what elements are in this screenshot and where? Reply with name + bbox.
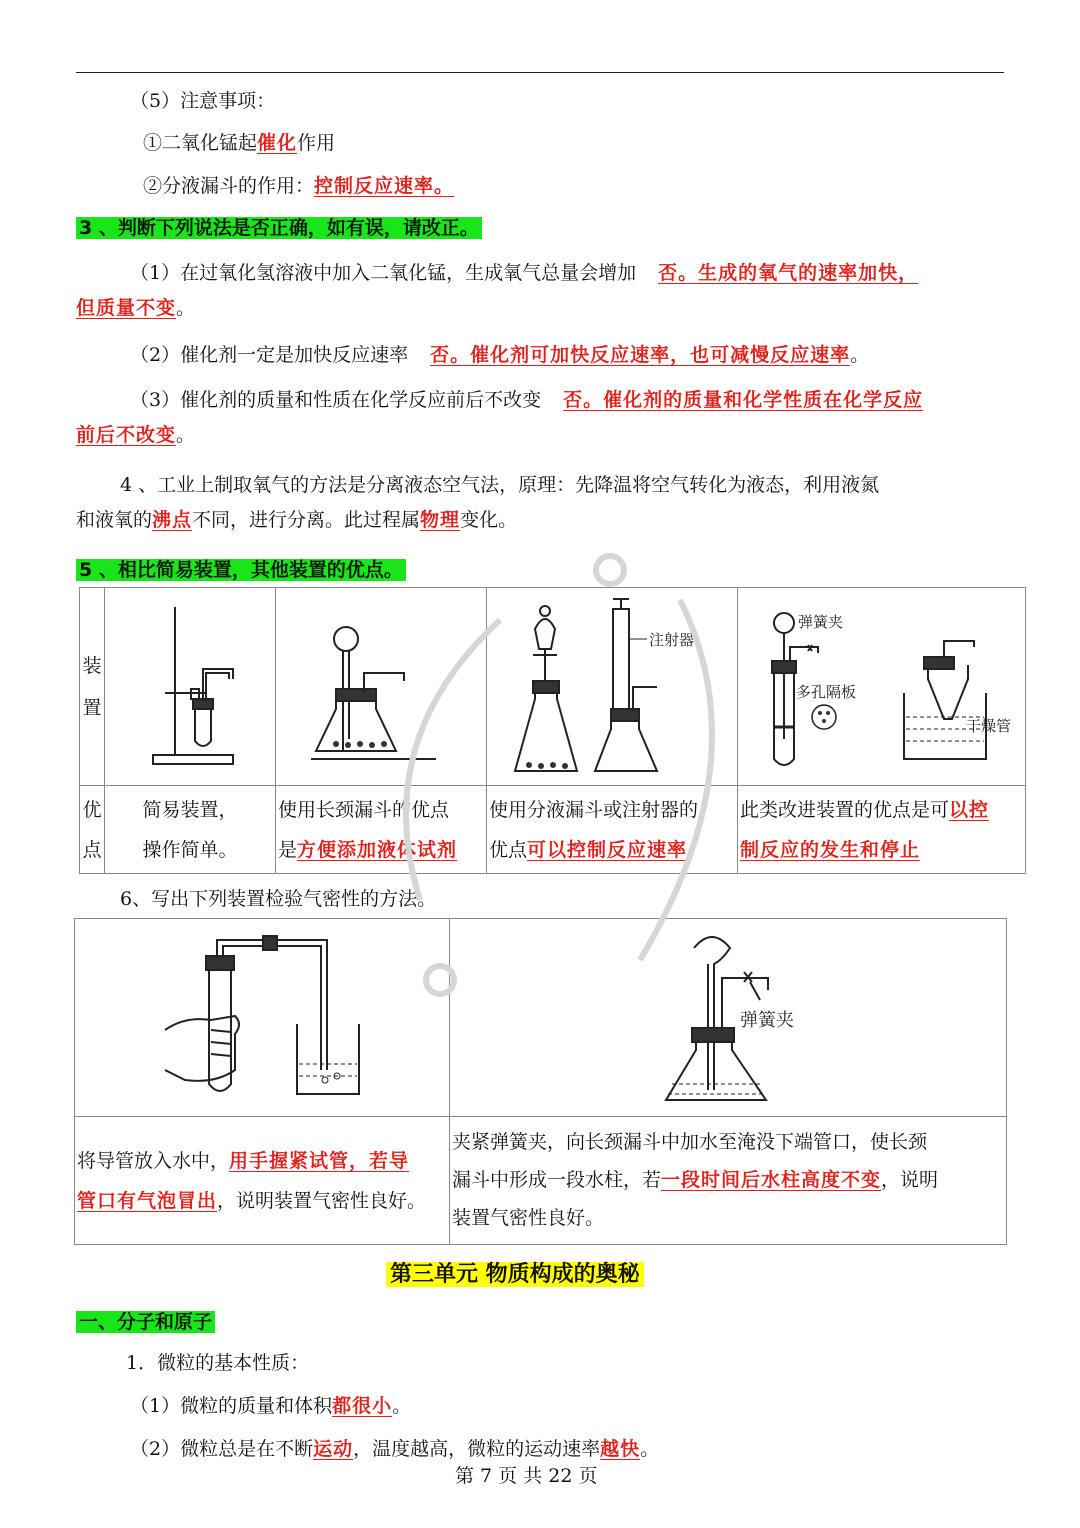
q5-adv-sep-funnel: 使用分液漏斗或注射器的 优点可以控制反应速率。 xyxy=(487,786,738,874)
q5-fig-simple xyxy=(105,588,276,786)
unit3-p3: （2）微粒总是在不断运动，温度越高，微粒的运动速率越快。 xyxy=(130,1438,660,1460)
q4-line2: 和液氧的沸点不同，进行分离。此过程属物理变化。 xyxy=(76,509,518,531)
q4-line1: 4 、工业上制取氧气的方法是分离液态空气法，原理：先降温将空气转化为液态，利用液氮 xyxy=(120,474,880,496)
q6-title: 6、写出下列装置检验气密性的方法。 xyxy=(120,888,437,910)
q5-fig-sep-funnel-syringe xyxy=(487,588,738,786)
long-neck-funnel-figure xyxy=(276,589,486,785)
q6-fig-hand xyxy=(75,919,450,1117)
sec5-line2: ②分液漏斗的作用：控制反应速率。 xyxy=(143,175,455,197)
page-footer: 第 7 页 共 22 页 xyxy=(455,1465,598,1487)
q3-item2: （2）催化剂一定是加快反应速率 否。催化剂可加快反应速率，也可减慢反应速率。 xyxy=(130,344,870,366)
q5-row-label-apparatus: 装 置 xyxy=(80,588,105,786)
q5-fig-long-funnel xyxy=(276,588,487,786)
sec5-head: （5）注意事项： xyxy=(130,90,276,112)
simple-apparatus-figure xyxy=(105,589,275,785)
q5-adv-simple: 简易装置， 操作简单。 xyxy=(105,786,276,874)
unit3-subtitle: 一、分子和原子 xyxy=(76,1309,215,1335)
q5-table xyxy=(79,587,1026,874)
label-drying-tube: 干燥管 xyxy=(966,716,1012,735)
q5-row-label-advantage: 优 点 xyxy=(80,786,105,874)
q6-answer-right: 夹紧弹簧夹，向长颈漏斗中加水至淹没下端管口，使长颈 漏斗中形成一段水柱，若一段时间后水柱高度不变，说明 装置气密性良好。 xyxy=(450,1117,1007,1245)
q5-fig-controllable xyxy=(738,588,1026,786)
header-rule xyxy=(76,72,1004,73)
flask-spring-clamp-figure xyxy=(450,920,1006,1116)
sec5-line1: ①二氧化锰起催化作用 xyxy=(143,132,336,154)
q6-table xyxy=(74,918,1007,1245)
q6-fig-flask-clamp xyxy=(450,919,1007,1117)
q6-answer-left: 将导管放入水中，用手握紧试管，若导 管口有气泡冒出，说明装置气密性良好。 xyxy=(75,1117,450,1245)
q3-item3-cont: 前后不改变。 xyxy=(76,424,196,446)
hand-test-tube-figure xyxy=(75,920,449,1116)
label-porous-plate: 多孔隔板 xyxy=(796,682,857,701)
q5-title: 5 、相比简易装置，其他装置的优点。 xyxy=(76,557,406,583)
q3-item3: （3）催化剂的质量和性质在化学反应前后不改变 否。催化剂的质量和化学性质在化学反应 xyxy=(130,389,924,411)
q3-item1-cont: 但质量不变。 xyxy=(76,297,196,319)
label-spring-clamp: 弹簧夹 xyxy=(740,1009,794,1031)
unit3-p1: 1．微粒的基本性质： xyxy=(126,1352,310,1374)
unit3-title: 第三单元 物质构成的奥秘 xyxy=(386,1262,644,1288)
q5-adv-long-funnel: 使用长颈漏斗的优点 是方便添加液体试剂 xyxy=(276,786,487,874)
q3-title: 3 、判断下列说法是否正确，如有误，请改正。 xyxy=(76,215,482,241)
q3-item1: （1）在过氧化氢溶液中加入二氧化锰，生成氧气总量会增加 否。生成的氧气的速率加快， xyxy=(130,262,919,284)
label-clamp: 弹簧夹 xyxy=(798,612,844,631)
separatory-funnel-syringe-figure xyxy=(487,589,737,785)
q5-adv-controllable: 此类改进装置的优点是可以控 制反应的发生和停止 xyxy=(738,786,1026,874)
controllable-apparatus-figure xyxy=(738,589,1025,785)
label-syringe: 注射器 xyxy=(649,630,695,649)
unit3-p2: （1）微粒的质量和体积都很小。 xyxy=(130,1395,412,1417)
